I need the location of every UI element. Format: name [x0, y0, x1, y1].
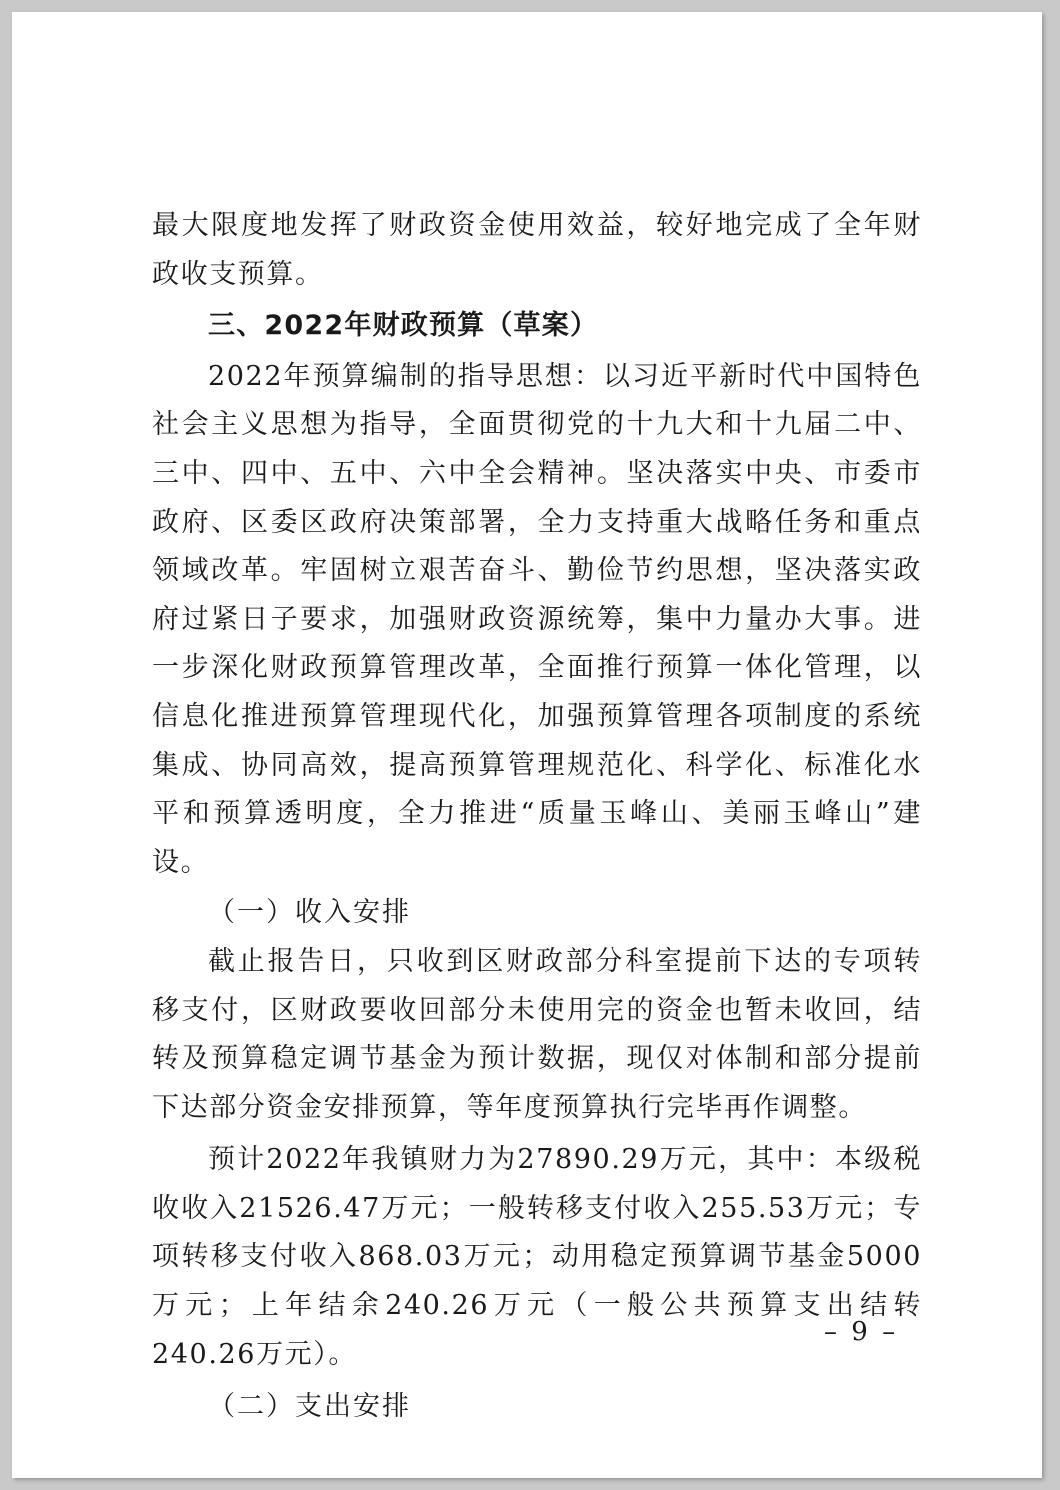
document-body	[152, 202, 922, 1432]
paragraph-report-deadline: 截止报告日，只收到区财政部分科室提前下达的专项转移支付，区财政要收回部分未使用完的资金也暂未收回，结转及预算稳定调节基金为预计数据，现仅对体制和部分提前下达部分资金安排预算，等年度预算执行完毕再作调整。	[152, 945, 922, 1123]
page-number: – 9 –	[824, 1317, 899, 1347]
paragraph-continuation: 最大限度地发挥了财政资金使用效益，较好地完成了全年财政收支预算。	[152, 210, 922, 290]
subheading-revenue-arrangement: （一）收入安排	[208, 897, 411, 929]
document-page	[12, 12, 1042, 1478]
paragraph-revenue-estimate: 预计2022年我镇财力为27890.29万元，其中：本级税收收入21526.47万元；一般转移支付收入255.53万元；专项转移支付收入868.03万元；动用稳定预算调节基金5000万元；上年结余240.26万元（一般公共预算支出结转240.26万元）。	[152, 1144, 922, 1370]
section-heading-budget-2022: 三、2022年财政预算（草案）	[208, 310, 599, 342]
subheading-expenditure-arrangement: （二）支出安排	[208, 1391, 411, 1423]
paragraph-guiding-thought: 2022年预算编制的指导思想：以习近平新时代中国特色社会主义思想为指导，全面贯彻党的十九大和十九届二中、三中、四中、五中、六中全会精神。坚决落实中央、市委市政府、区委区政府决策部署，全力支持重大战略任务和重点领域改革。牢固树立艰苦奋斗、勤俭节约思想，坚决落实政府过紧日子要求，加强财政资源统筹，集中力量办大事。进一步深化财政预算管理改革，全面推行预算一体化管理，以信息化推进预算管理现代化，加强预算管理各项制度的系统集成、协同高效，提高预算管理规范化、科学化、标准化水平和预算透明度，全力推进“质量玉峰山、美丽玉峰山”建设。	[152, 360, 922, 878]
